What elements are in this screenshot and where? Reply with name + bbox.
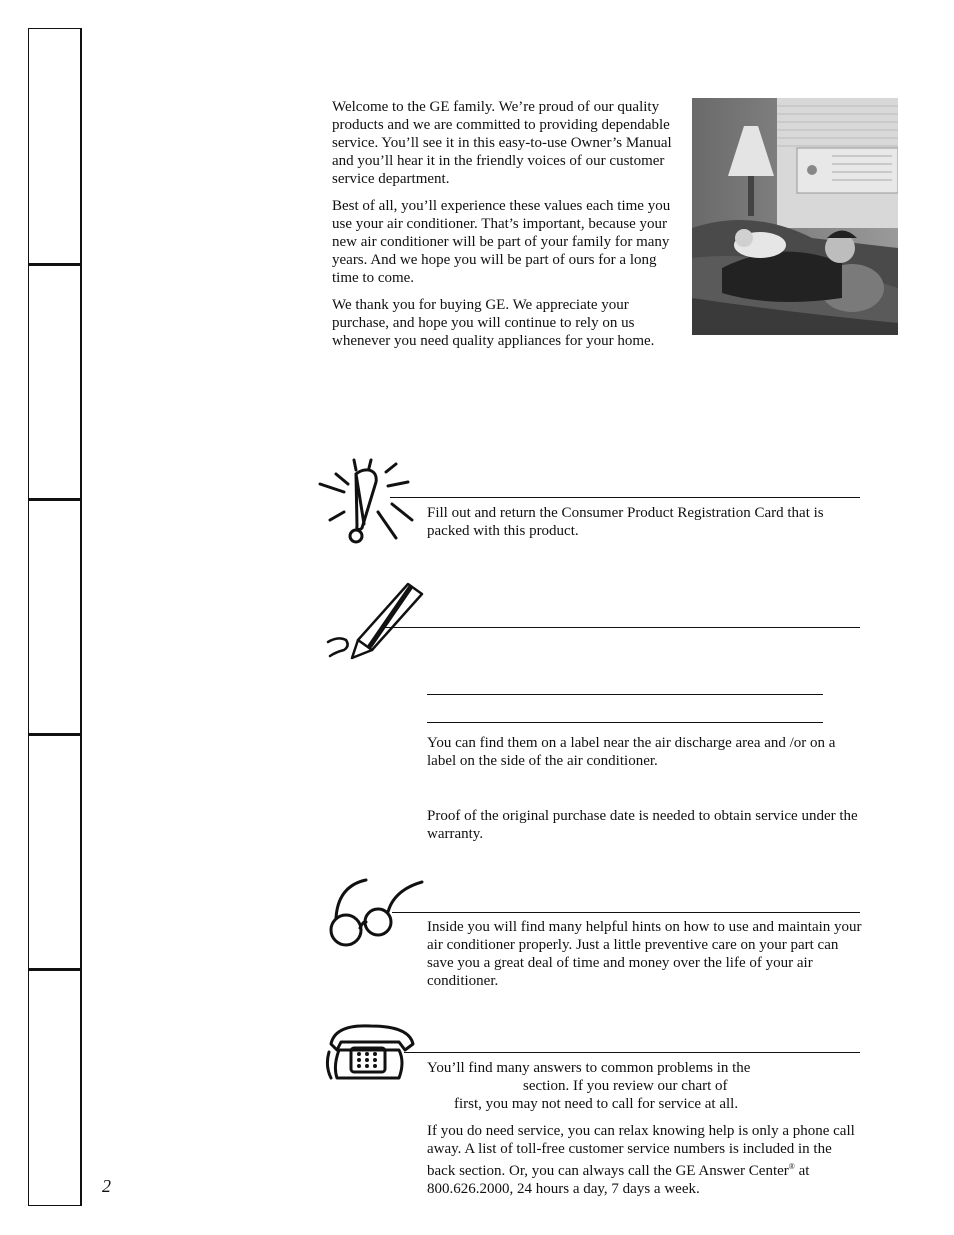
read-manual-text: Inside you will find many helpful hints on how to use and maintain your air conditioner properly. Just a little preventive care on your part can save you a great deal of time and money over the life of your air conditioner.: [427, 919, 862, 989]
registered-mark: ®: [788, 1162, 795, 1171]
intro-paragraph-1: Welcome to the GE family. We’re proud of our quality products and we are committed to providing dependable service. You’ll see it in this easy-to-use Owner’s Manual and you’ll hear it in the friendly voices of our customer service department.: [332, 99, 672, 187]
section-tab-2[interactable]: [28, 264, 82, 499]
service-paragraph-2-pre: If you do need service, you can relax knowing help is only a phone call away. A list of toll-free customer service numbers is included in the back section. Or, you can always call the GE Answer Center: [427, 1123, 855, 1179]
man-and-baby-napping-photo: [692, 98, 898, 335]
intro-paragraph-3: We thank you for buying GE. We appreciate your purchase, and hope you will continue to rely on us whenever you need quality appliances for your home.: [332, 297, 655, 349]
section-tab-4[interactable]: [28, 734, 82, 969]
label-location-text: You can find them on a label near the air discharge area and /or on a label on the side of the air conditioner.: [427, 735, 836, 769]
service-text-line-1: You’ll find many answers to common problems in the: [427, 1060, 751, 1076]
service-text-line-3: first, you may not need to call for service at all.: [454, 1096, 739, 1112]
exclamation-icon: [316, 456, 416, 546]
proof-of-purchase-text: Proof of the original purchase date is needed to obtain service under the warranty.: [427, 808, 858, 842]
model-number-blank[interactable]: [427, 694, 823, 695]
pen-icon: [326, 580, 426, 664]
registration-text: Fill out and return the Consumer Product Registration Card that is packed with this product.: [427, 505, 824, 539]
section-tabs: [28, 28, 84, 1206]
section-tab-5[interactable]: [28, 969, 82, 1206]
service-paragraph-2-post: at 800.626.2000, 24 hours a day, 7 days a week.: [427, 1163, 810, 1197]
section-tab-3[interactable]: [28, 499, 82, 734]
section-rule: [404, 1052, 860, 1053]
section-tab-1[interactable]: [28, 28, 82, 264]
section-rule: [392, 912, 860, 913]
page-number: 2: [102, 1176, 111, 1196]
service-paragraph-2: [427, 1122, 862, 1198]
telephone-icon: [325, 1022, 417, 1084]
intro-paragraph-2: Best of all, you’ll experience these values each time you use your air conditioner. That’s important, because your new air conditioner will be part of your family for many years. And we hope you will be part of ours for a long time to come.: [332, 198, 671, 286]
service-text-line-2: section. If you review our chart of: [523, 1078, 728, 1094]
section-rule: [390, 497, 860, 498]
section-rule: [384, 627, 860, 628]
serial-number-blank[interactable]: [427, 722, 823, 723]
